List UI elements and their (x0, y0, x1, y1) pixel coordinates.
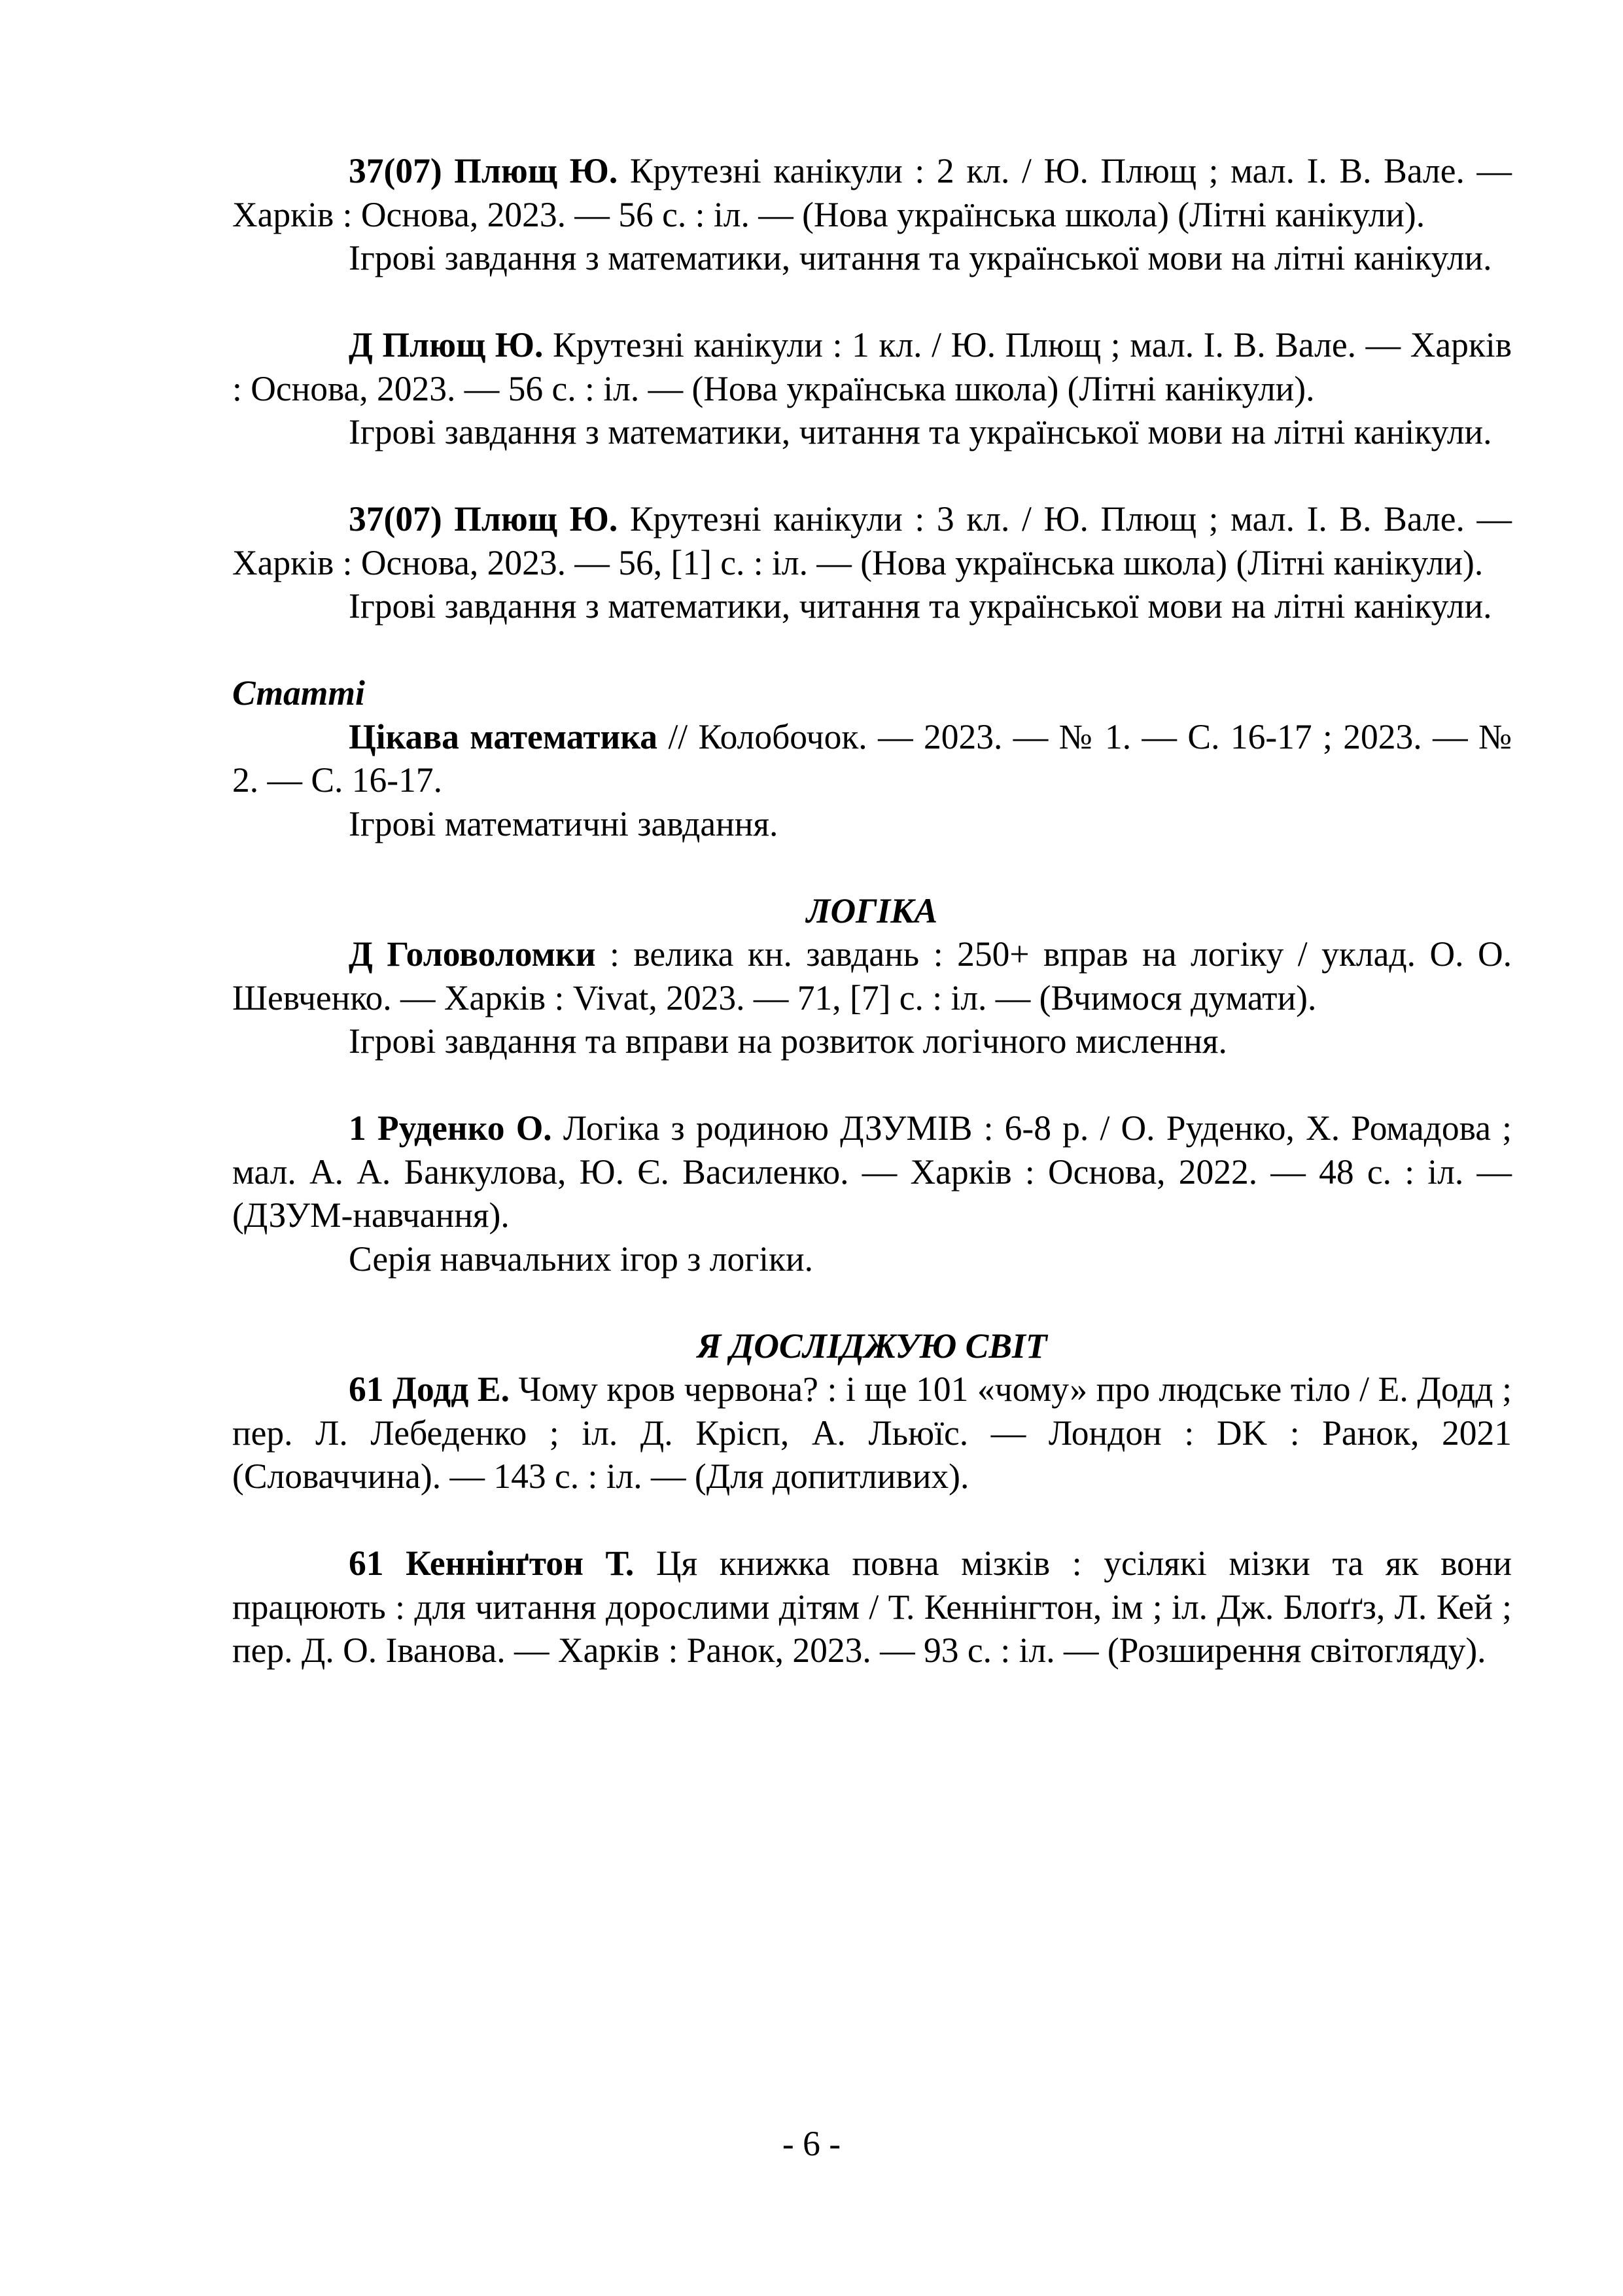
entry-heading: Д Плющ Ю. (349, 325, 544, 364)
articles-section (232, 671, 1512, 845)
entry-heading: 1 Руденко О. (349, 1108, 552, 1148)
logic-section (232, 889, 1512, 1281)
entry-details: : велика кн. завдань : 250+ вправ на логіку / уклад. О. О. Шевченко. — Харків : Vivat, 2023. — 71, [7] с. : іл. — (Вчимося думати). (232, 934, 1512, 1017)
entry-description (232, 497, 1512, 584)
entry-details: Ця книжка повна мізків : усілякі мізки та як вони працюють : для читання дорослими дітям / Т. Кеннінгтон, ім ; іл. Дж. Блоґґз, Л. Кей ; пер. Д. О. Іванова. — Харків : Ранок, 2023. — 93 с. : іл. — (Розширення світогляду). (232, 1544, 1512, 1670)
bibliography-entry (232, 497, 1512, 628)
page-content (232, 149, 1512, 1716)
entry-heading: Цікава математика (349, 716, 658, 756)
entry-annotation: Ігрові завдання з математики, читання та української мови на літні канікули. (349, 238, 1492, 277)
entry-description (232, 1368, 1512, 1498)
entry-annotation: Ігрові завдання та вправи на розвиток логічного мислення. (349, 1021, 1227, 1061)
bibliography-entry (232, 1542, 1512, 1672)
entry-description (232, 932, 1512, 1019)
world-section (232, 1324, 1512, 1672)
entry-heading: Д Головоломки (349, 934, 596, 974)
entry-details: Крутезні канікули : 2 кл. / Ю. Плющ ; мал. І. В. Вале. — Харків : Основа, 2023. — 56 с. : іл. — (Нова українська школа) (Літні канікули). (232, 151, 1512, 234)
entry-annotation: Ігрові завдання з математики, читання та української мови на літні канікули. (349, 412, 1492, 451)
entry-heading: 37(07) Плющ Ю. (349, 151, 618, 190)
bibliography-entry (232, 149, 1512, 280)
entry-details: Чому кров червона? : і ще 101 «чому» про людське тіло / Е. Додд ; пер. Л. Лебеденко ; іл. Д. Крісп, А. Льюїс. — Лондон : DK : Ранок, 2021 (Словаччина). — 143 с. : іл. — (Для допитливих). (232, 1369, 1512, 1496)
entry-details: Крутезні канікули : 1 кл. / Ю. Плющ ; мал. І. В. Вале. — Харків : Основа, 2023. — 56 с. : іл. — (Нова українська школа) (Літні канікули). (232, 325, 1512, 408)
entry-description (232, 1542, 1512, 1672)
entry-description (232, 323, 1512, 410)
bibliography-entry (232, 932, 1512, 1063)
entry-annotation: Ігрові математичні завдання. (349, 804, 778, 843)
entry-heading: 61 Додд Е. (349, 1369, 510, 1409)
page-number: - 6 - (782, 2124, 841, 2163)
entry-heading: 61 Кеннінґтон Т. (349, 1544, 635, 1583)
entry-details: Крутезні канікули : 3 кл. / Ю. Плющ ; мал. І. В. Вале. — Харків : Основа, 2023. — 56, [1] с. : іл. — (Нова українська школа) (Літні канікули). (232, 499, 1512, 582)
entry-heading: 37(07) Плющ Ю. (349, 499, 618, 539)
section-heading-world: Я ДОСЛІДЖУЮ СВІТ (697, 1326, 1047, 1366)
entry-annotation: Ігрові завдання з математики, читання та української мови на літні канікули. (349, 586, 1492, 626)
entry-annotation: Серія навчальних ігор з логіки. (349, 1239, 813, 1279)
bibliography-entry (232, 1106, 1512, 1280)
entry-details: Логіка з родиною ДЗУМІВ : 6-8 р. / О. Руденко, Х. Ромадова ; мал. А. А. Банкулова, Ю. Є. Василенко. — Харків : Основа, 2022. — 48 с. : іл. — (ДЗУМ-навчання). (232, 1108, 1512, 1235)
entry-details: // Колобочок. — 2023. — № 1. — С. 16-17 ; 2023. — № 2. — С. 16-17. (232, 716, 1512, 800)
bibliography-entry (232, 1368, 1512, 1498)
section-heading-logic: ЛОГІКА (806, 891, 938, 930)
bibliography-entry (232, 323, 1512, 454)
articles-heading: Статті (232, 673, 365, 713)
entry-description (232, 715, 1512, 802)
entry-description (232, 1106, 1512, 1237)
entry-description (232, 149, 1512, 236)
